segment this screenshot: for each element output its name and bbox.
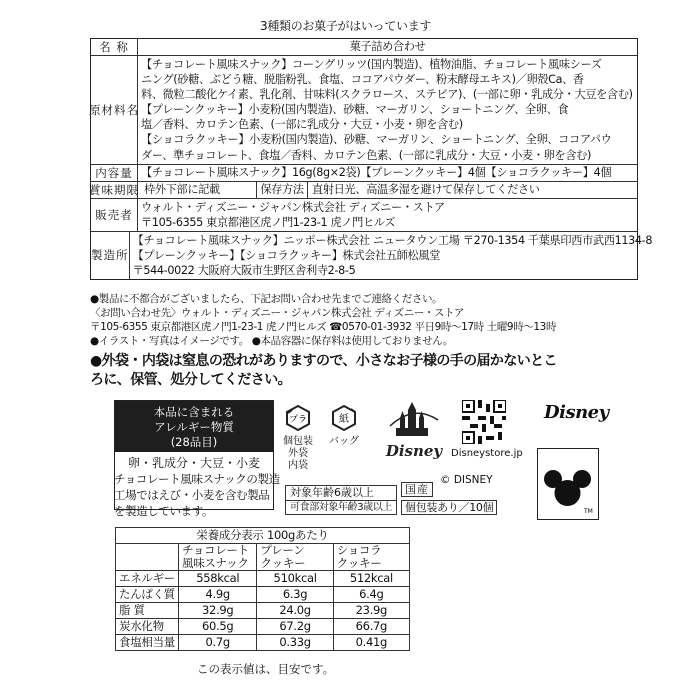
- expiry-value: 枠外下部に記載: [138, 182, 257, 198]
- copyright: © DISNEY: [440, 474, 493, 486]
- notes-line: ●イラスト・写真はイメージです。 ●本品容器に保存料は使用しておりません。: [90, 335, 454, 347]
- mickey-head-icon: [538, 449, 597, 518]
- age-line-2: 可食部対象年齢3歳以上: [290, 502, 392, 513]
- maker-line: 【チョコレート風味スナック】ニッポー株式会社 ニュータウン工場 〒270-1354 千葉県印西市武西1134-8: [132, 233, 653, 247]
- table-row: [116, 571, 410, 587]
- column-header: チョコレート 風味スナック: [179, 544, 257, 571]
- allergy-items: 卵・乳成分・大豆・小麦: [127, 456, 260, 470]
- warning-line: ●外袋・内袋は窒息の恐れがありますので、小さなお子様の手の届かないとこ: [90, 353, 557, 369]
- maker-label: 製造所: [91, 232, 130, 279]
- store-url: Disneystore.jp: [451, 448, 523, 459]
- age-badge: [285, 485, 397, 515]
- ingredients-line: 料、微粒二酸化ケイ素、乳化剤、甘味料(スクラロース、ステビア)、(一部に卵・乳成分・大豆を含む): [141, 88, 633, 102]
- warning-block: [90, 352, 557, 390]
- nutrition-header-row: [116, 544, 410, 571]
- cell-value: 60.5g: [179, 619, 257, 635]
- mickey-tm-text: TM: [584, 508, 593, 515]
- cell-value: 0.41g: [333, 635, 409, 651]
- pla-recycle-icon: [284, 404, 312, 432]
- cell-value: 6.4g: [333, 587, 409, 603]
- allergy-note: [114, 471, 280, 519]
- cell-value: 67.2g: [257, 619, 333, 635]
- cell-value: 23.9g: [333, 603, 409, 619]
- pla-caption-line: 外袋: [288, 448, 308, 459]
- pla-recycle-mark: [284, 404, 312, 432]
- mickey-box: [537, 448, 599, 520]
- content-value: 【チョコレート風味スナック】16g(8g×2袋)【プレーンクッキー】4個【ショコラクッキー】4個: [141, 165, 612, 179]
- cell-value: 558kcal: [179, 571, 257, 587]
- content-label: 内容量: [91, 165, 138, 181]
- notes-line: 〈お問い合わせ先〉ウォルト・ディズニー・ジャパン株式会社 ディズニー・ストア: [90, 307, 465, 319]
- cell-value: 24.0g: [257, 603, 333, 619]
- cell-value: 66.7g: [333, 619, 409, 635]
- package-heading: 3種類のお菓子がはいっています: [260, 19, 432, 33]
- disney-castle-logo: [384, 400, 444, 462]
- expiry-label: 賞味期限: [89, 182, 139, 197]
- row-label: たんぱく質: [116, 587, 179, 603]
- qr-code[interactable]: [462, 400, 506, 444]
- seller-label: 販売者: [91, 199, 138, 231]
- allergy-heading-line: アレルギー物質: [154, 420, 234, 434]
- table-row: [116, 619, 410, 635]
- age-line-1: 対象年齢6歳以上: [286, 486, 396, 501]
- allergy-heading: [115, 401, 273, 452]
- nutrition-title: 栄養成分表示 100gあたり: [116, 528, 410, 544]
- ingredients-line: ニング(砂糖、ぶどう糖、脱脂粉乳、食塩、ココアパウダー、粉末酵母エキス)／卵殻Ca、香: [141, 73, 584, 87]
- ingredients-line: 【チョコレート風味スナック】コーングリッツ(国内製造)、植物油脂、チョコレート風味シーズ: [141, 58, 602, 71]
- paper-recycle-mark: [330, 404, 358, 432]
- pla-caption-line: 個包装: [283, 436, 313, 447]
- pla-mark-text: プラ: [288, 415, 308, 425]
- table-row: [116, 587, 410, 603]
- castle-icon: [384, 400, 444, 462]
- name-value: 菓子詰め合わせ: [349, 40, 426, 53]
- cell-value: 510kcal: [257, 571, 333, 587]
- ingredients-line: ダー、準チョコレート、食塩／香料、カロテン色素、(一部に乳成分・大豆・小麦・卵を含む): [141, 148, 592, 162]
- paper-mark-text: 紙: [339, 414, 349, 425]
- paper-recycle-icon: [330, 404, 358, 432]
- warning-line: ろに、保管、処分してください。: [90, 372, 291, 388]
- notes-line: ●製品に不都合がございましたら、下記お問い合わせ先までご連絡ください。: [90, 293, 443, 305]
- storage-label: 保存方法: [257, 182, 308, 198]
- column-header: プレーン クッキー: [257, 544, 333, 571]
- cell-value: 512kcal: [333, 571, 409, 587]
- cell-value: 0.33g: [257, 635, 333, 651]
- packaging-badge: 個包装あり／10個: [401, 500, 497, 515]
- cell-value: 4.9g: [179, 587, 257, 603]
- paper-caption: バッグ: [329, 436, 359, 447]
- qr-code-icon: [462, 400, 506, 444]
- ingredients-label: 原材料名: [91, 56, 138, 164]
- table-row: [116, 635, 410, 651]
- row-label: 脂 質: [116, 603, 179, 619]
- allergy-note-line: 工場ではえび・小麦を含む製品: [114, 488, 270, 502]
- allergy-heading-line: 本品に含まれる: [153, 405, 235, 419]
- ingredients-line: 塩／香料、カロテン色素、(一部に乳成分・大豆・小麦・卵を含む): [141, 118, 463, 132]
- product-label-table: [89, 38, 653, 280]
- column-header: ショコラ クッキー: [333, 544, 409, 571]
- row-label: 炭水化物: [116, 619, 179, 635]
- origin-badge: 国産: [401, 482, 433, 497]
- pla-caption: [282, 436, 314, 472]
- allergy-note-line: チョコレート風味スナックの製造: [114, 472, 280, 486]
- seller-line: ウォルト・ディズニー・ジャパン株式会社 ディズニー・ストア: [141, 200, 445, 214]
- nutrition-footnote: この表示値は、目安です。: [197, 662, 335, 676]
- row-label: エネルギー: [116, 571, 179, 587]
- row-label: 食塩相当量: [116, 635, 179, 651]
- disney-wordmark: Disney: [544, 402, 609, 423]
- allergy-note-line: を製造しています。: [114, 504, 213, 518]
- seller-line: 〒105-6355 東京都港区虎ノ門1-23-1 虎ノ門ヒルズ: [141, 215, 396, 229]
- nutrition-table: [115, 527, 410, 651]
- ingredients-line: 【ショコラクッキー】小麦粉(国内製造)、砂糖、マーガリン、ショートニング、全卵、ココアパウ: [141, 133, 612, 147]
- table-row: [116, 603, 410, 619]
- storage-value: 直射日光、高温多湿を避けて保存してください: [312, 182, 540, 196]
- notes-line: 〒105-6355 東京都港区虎ノ門1-23-1 虎ノ門ヒルズ ☎0570-01-3932 平日9時～17時 土曜9時～13時: [90, 321, 557, 333]
- cell-value: 6.3g: [257, 587, 333, 603]
- pla-caption-line: 内袋: [288, 460, 308, 471]
- notes-block: [90, 292, 556, 348]
- ingredients-line: 【プレーンクッキー】小麦粉(国内製造)、砂糖、マーガリン、ショートニング、全卵、食: [141, 103, 569, 117]
- maker-line: 【プレーンクッキー】【ショコラクッキー】株式会社五師松風堂: [132, 248, 441, 262]
- name-label: 名 称: [91, 39, 138, 55]
- cell-value: 0.7g: [179, 635, 257, 651]
- maker-line: 〒544-0022 大阪府大阪市生野区舎利寺2-8-5: [132, 264, 356, 278]
- cell-value: 32.9g: [179, 603, 257, 619]
- allergy-heading-line: (28品目): [170, 435, 218, 449]
- castle-logo-text: Disney: [385, 442, 443, 460]
